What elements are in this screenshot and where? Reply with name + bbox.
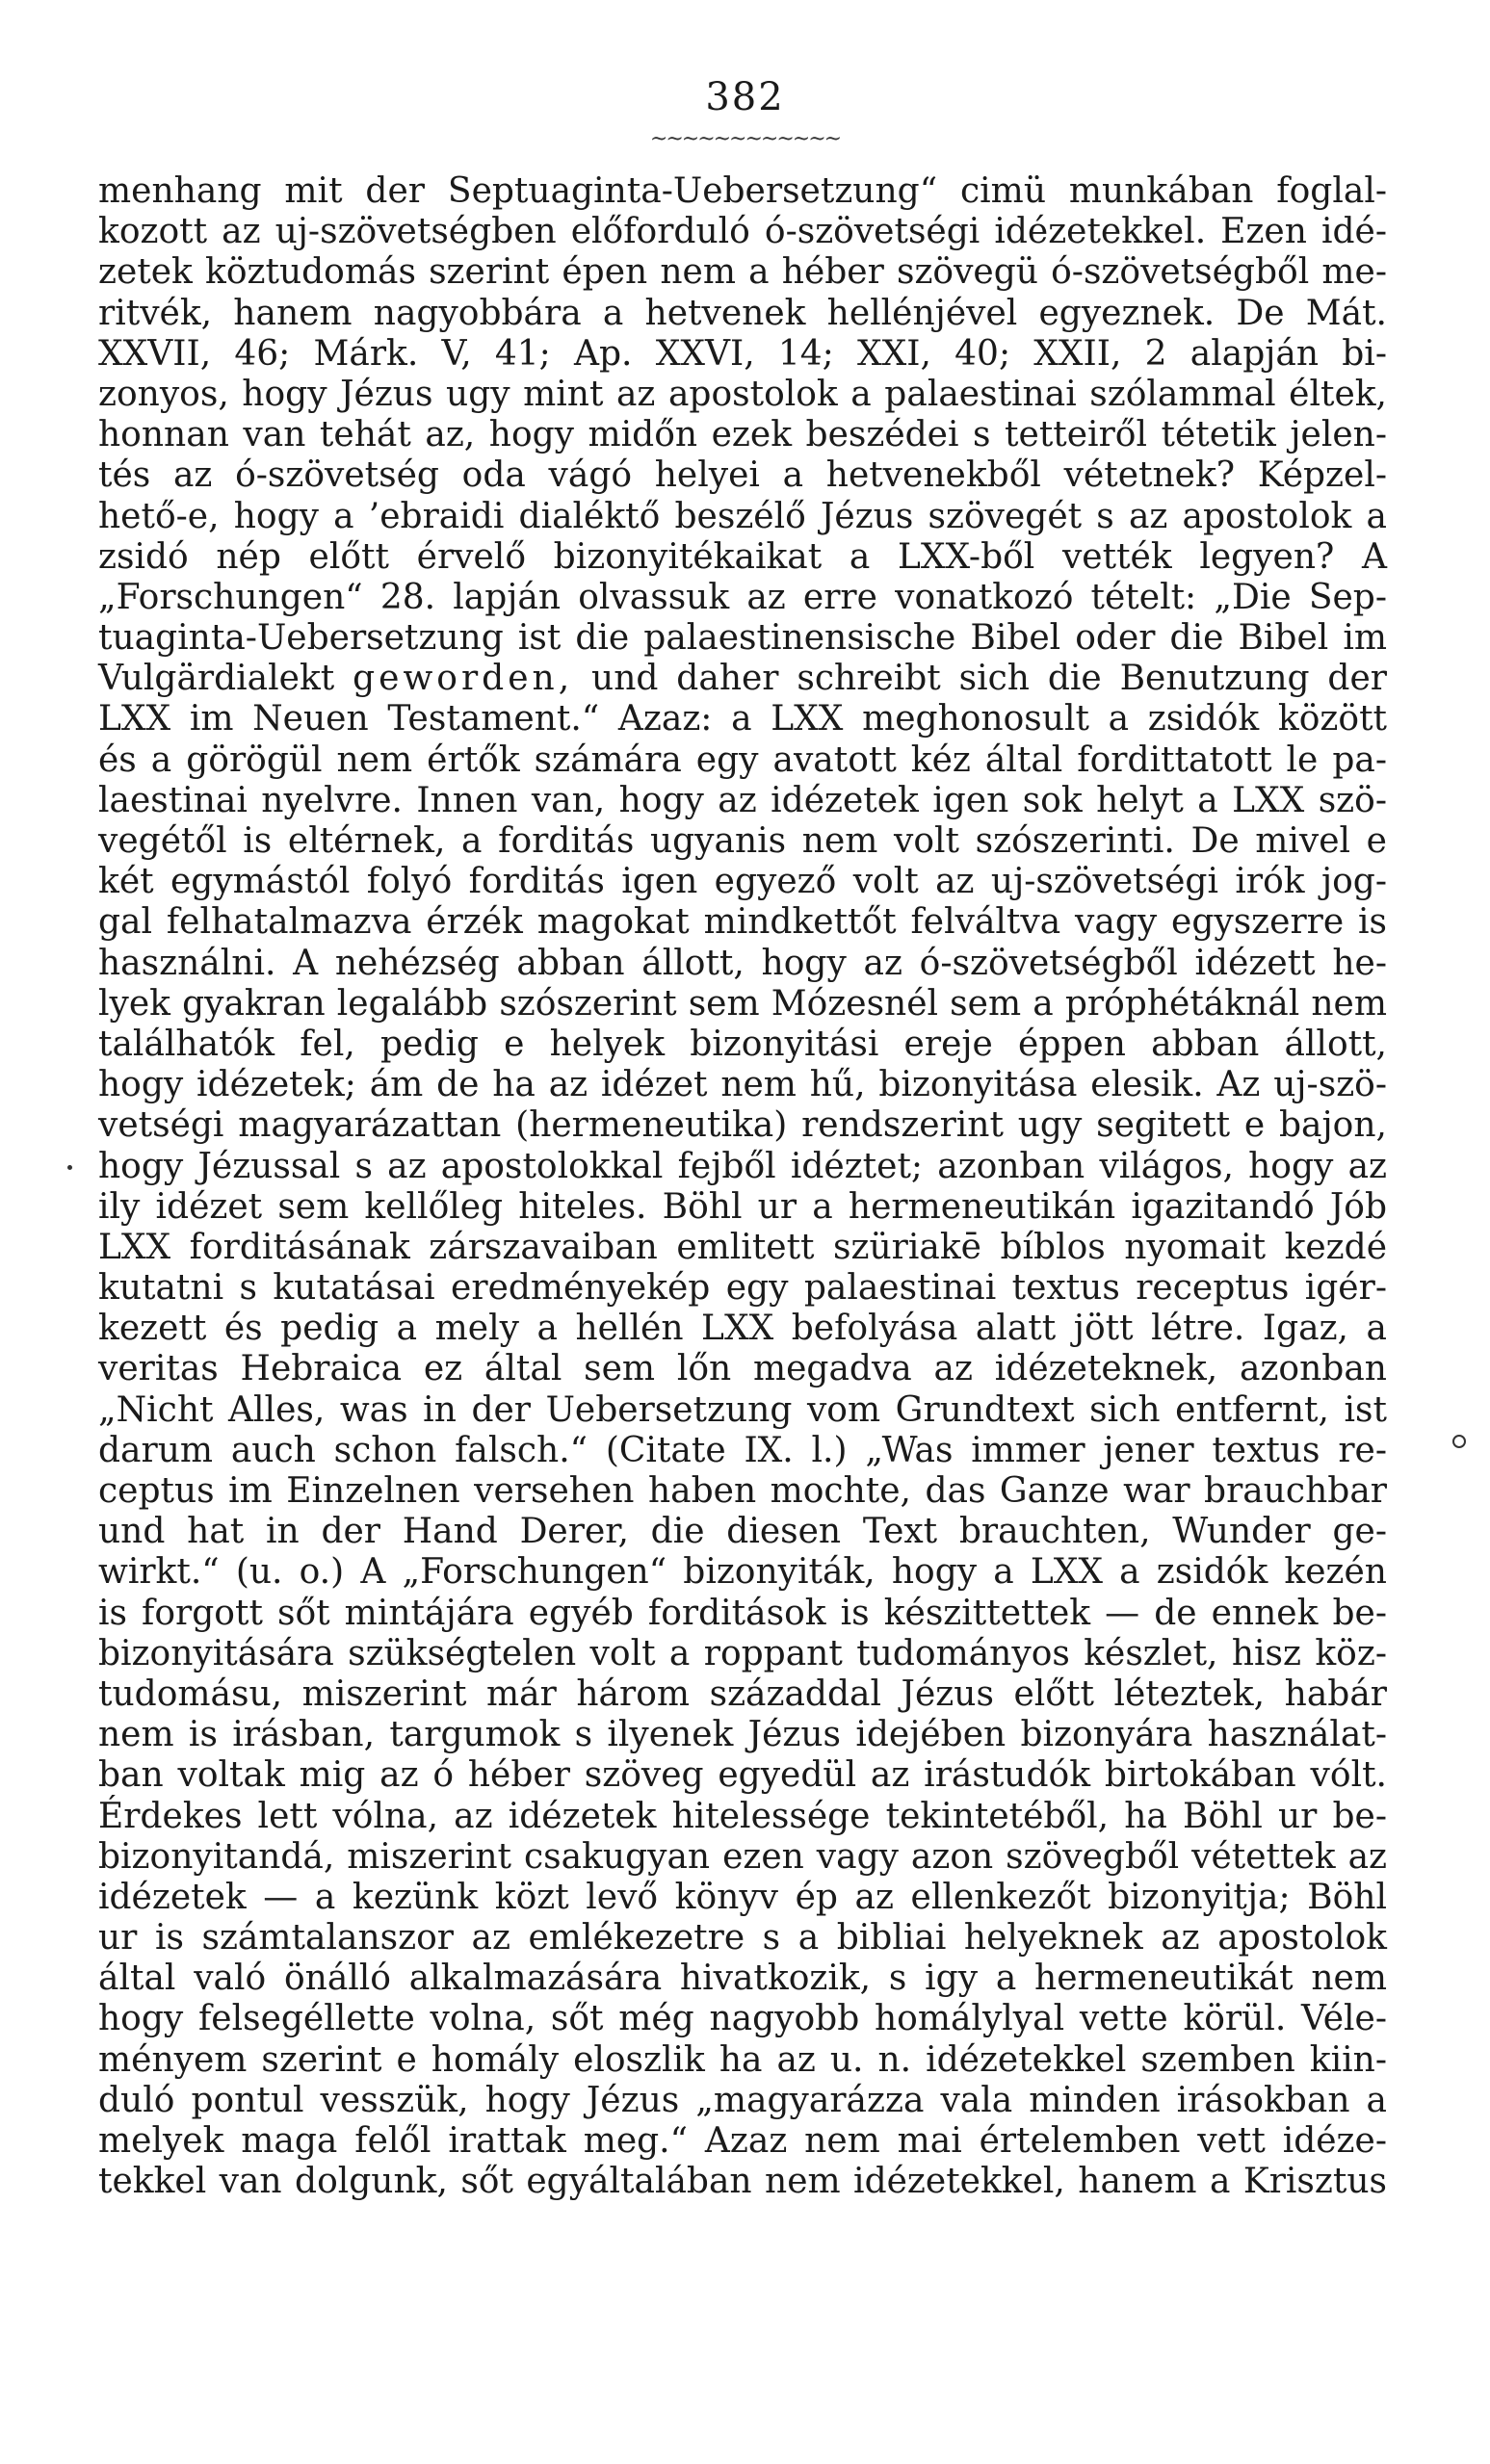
text-line: menhang mit der Septuaginta-Uebersetzung“ cimü munkában foglal- [98,171,1387,211]
text-line-mixed [98,659,1387,699]
text-fragment: und daher schreibt sich die Benutzung der [591,659,1387,699]
text-fragment: Vulgärdialekt [98,659,335,699]
body-text [98,171,1387,2202]
text-line: bizonyitására szükségtelen volt a roppant tudományos készlet, hisz köz- [98,1633,1387,1673]
text-line: hogy Jézussal s az apostolokkal fejből idéztet; azonban világos, hogy az [98,1146,1387,1186]
text-line: tudomásu, miszerint már három századdal Jézus előtt léteztek, habár [98,1673,1387,1714]
text-line: vegétől is eltérnek, a forditás ugyanis nem volt szószerinti. De mivel e [98,821,1387,861]
text-line: vetségi magyarázattan (hermeneutika) rendszerint ugy segitett e bajon, [98,1105,1387,1146]
text-line: találhatók fel, pedig e helyek bizonyitási ereje éppen abban állott, [98,1024,1387,1064]
text-line: LXX im Neuen Testament.“ Azaz: a LXX meghonosult a zsidók között [98,699,1387,739]
text-line: und hat in der Hand Derer, die diesen Text brauchten, Wunder ge- [98,1512,1387,1552]
text-line: honnan van tehát az, hogy midőn ezek beszédei s tetteiről tétetik jelen- [98,415,1387,455]
text-line: ceptus im Einzelnen versehen haben mochte, das Ganze war brauchbar [98,1471,1387,1511]
text-line: által való önálló alkalmazására hivatkozik, s igy a hermeneutikát nem [98,1958,1387,1999]
text-line: idézetek — a kezünk közt levő könyv ép az ellenkezőt bizonyitja; Böhl [98,1877,1387,1917]
margin-dot-mark [67,1165,72,1170]
text-line: „Nicht Alles, was in der Uebersetzung vom Grundtext sich entfernt, ist [98,1389,1387,1430]
text-line: darum auch schon falsch.“ (Citate IX. l.) „Was immer jener textus re- [98,1430,1387,1470]
text-line: gal felhatalmazva érzék magokat mindkettőt felváltva vagy egyszerre is [98,902,1387,943]
text-line: tés az ó-szövetség oda vágó helyei a hetvenekből vétetnek? Képzel- [98,455,1387,496]
text-line: zetek köztudomás szerint épen nem a héber szövegü ó-szövetségből me- [98,252,1387,293]
text-line: kezett és pedig a mely a hellén LXX befolyása alatt jött létre. Igaz, a [98,1309,1387,1349]
text-line: tuaginta-Uebersetzung ist die palaestinensische Bibel oder die Bibel im [98,618,1387,659]
text-line: használni. A nehézség abban állott, hogy az ó-szövetségből idézett he- [98,943,1387,983]
text-line: kutatni s kutatásai eredményekép egy palaestinai textus receptus igér- [98,1268,1387,1309]
text-line: kozott az uj-szövetségben előforduló ó-szövetségi idézetekkel. Ezen idé- [98,212,1387,252]
text-line: lyek gyakran legalább szószerint sem Mózesnél sem a próphétáknál nem [98,983,1387,1024]
text-line: „Forschungen“ 28. lapján olvassuk az erre vonatkozó tételt: „Die Sep- [98,577,1387,617]
text-line: és a görögül nem értők számára egy avatott kéz által fordittatott le pa- [98,739,1387,780]
text-line: veritas Hebraica ez által sem lőn megadva az idézeteknek, azonban [98,1349,1387,1389]
text-line: melyek maga felől irattak meg.“ Azaz nem mai értelemben vett idéze- [98,2121,1387,2161]
text-line: ritvék, hanem nagyobbára a hetvenek hellénjével egyeznek. De Mát. [98,293,1387,333]
text-line: ban voltak mig az ó héber szöveg egyedül az irástudók birtokában vólt. [98,1755,1387,1796]
text-line: két egymástól folyó forditás igen egyező volt az uj-szövetségi irók jog- [98,862,1387,902]
text-line: duló pontul vesszük, hogy Jézus „magyarázza vala minden irásokban a [98,2080,1387,2120]
text-line: ily idézet sem kellőleg hiteles. Böhl ur a hermeneutikán igazitandó Jób [98,1186,1387,1227]
text-line: hető-e, hogy a ’ebraidi dialéktő beszélő Jézus szövegét s az apostolok a [98,496,1387,536]
text-line: ményem szerint e homály eloszlik ha az u. n. idézetekkel szemben kiin- [98,2039,1387,2080]
page-number-ornament: ~~~~~~~~~~~~ [649,127,841,151]
text-line: nem is irásban, targumok s ilyenek Jézus idejében bizonyára használat- [98,1715,1387,1755]
text-line: laestinai nyelvre. Innen van, hogy az idézetek igen sok helyt a LXX szö- [98,780,1387,820]
spaced-emphasis: geworden, [353,659,574,699]
text-line: bizonyitandá, miszerint csakugyan ezen vagy azon szövegből vétettek az [98,1836,1387,1877]
text-line: wirkt.“ (u. o.) A „Forschungen“ bizonyiták, hogy a LXX a zsidók kezén [98,1552,1387,1593]
text-line: tekkel van dolgunk, sőt egyáltalában nem idézetekkel, hanem a Krisztus [98,2162,1387,2202]
text-line: zonyos, hogy Jézus ugy mint az apostolok a palaestinai szólammal éltek, [98,374,1387,414]
text-line: hogy felsegéllette volna, sőt még nagyobb homálylyal vette körül. Véle- [98,1999,1387,2039]
text-line: XXVII, 46; Márk. V, 41; Ap. XXVI, 14; XXI, 40; XXII, 2 alapján bi- [98,333,1387,374]
text-line: LXX forditásának zárszavaiban emlitett szüriakē bíblos nyomait kezdé [98,1227,1387,1267]
text-line: hogy idézetek; ám de ha az idézet nem hű, bizonyitása elesik. Az uj-szö- [98,1065,1387,1105]
text-line: is forgott sőt mintájára egyéb forditások is készittettek — de ennek be- [98,1593,1387,1633]
margin-circle-mark [1452,1435,1466,1448]
text-line: ur is számtalanszor az emlékezetre s a bibliai helyeknek az apostolok [98,1918,1387,1958]
text-line: Érdekes lett vólna, az idézetek hitelessége tekintetéből, ha Böhl ur be- [98,1796,1387,1836]
text-line: zsidó nép előtt érvelő bizonyitékaikat a LXX-ből vették legyen? A [98,536,1387,577]
page-number: 382 [705,75,785,119]
